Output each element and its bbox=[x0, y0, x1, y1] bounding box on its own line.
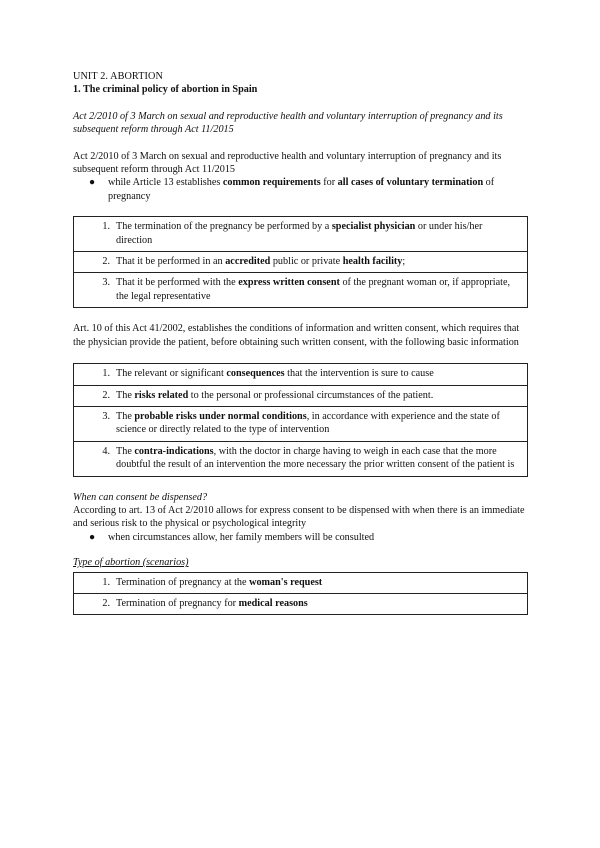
bullet-icon: ● bbox=[89, 531, 96, 543]
requirements-table bbox=[73, 216, 528, 308]
type-heading: Type of abortion (scenarios) bbox=[73, 557, 189, 569]
table-row: 1. The relevant or significant consequences that the intervention is sure to cause bbox=[74, 364, 528, 385]
plain-intro: Act 2/2010 of 3 March on sexual and reproductive health and voluntary interruption of pregnancy and its subsequent reform through Act 11/2015 bbox=[73, 150, 502, 176]
table-row: 2. That it be performed in an accredited public or private health facility; bbox=[74, 252, 528, 273]
bullet-icon: ● bbox=[89, 177, 96, 189]
italic-intro: Act 2/2010 of 3 March on sexual and reproductive health and voluntary interruption of pregnancy and its subsequent reform through Act 11/2015 bbox=[73, 110, 503, 136]
document-page bbox=[73, 70, 528, 615]
art10-paragraph: Art. 10 of this Act 41/2002, establishes the conditions of information and written consent, which requires that the physician provide the patient, before obtaining such written consent, with the following basic information bbox=[73, 323, 520, 348]
types-table bbox=[73, 572, 528, 616]
bullet-article-13 bbox=[73, 176, 528, 203]
information-table bbox=[73, 363, 528, 476]
bullet-text: while Article 13 establishes common requirements for all cases of voluntary termination of pregnancy bbox=[108, 177, 495, 202]
section-heading: 1. The criminal policy of abortion in Spain bbox=[73, 84, 258, 96]
consent-question: When can consent be dispensed? bbox=[73, 491, 208, 503]
table-row: 2. Termination of pregnancy for medical reasons bbox=[74, 593, 528, 614]
bullet-family bbox=[73, 531, 528, 544]
table-row: 3. That it be performed with the express written consent of the pregnant woman or, if appropriate, the legal representative bbox=[74, 273, 528, 308]
consent-text: According to art. 13 of Act 2/2010 allows for express consent to be dispensed with when there is an immediate and serious risk to the physical or psychological integrity bbox=[73, 504, 525, 530]
unit-title: UNIT 2. ABORTION bbox=[73, 71, 163, 82]
table-row: 3. The probable risks under normal conditions, in accordance with experience and the state of science or directly related to the type of intervention bbox=[74, 406, 528, 441]
table-row: 2. The risks related to the personal or professional circumstances of the patient. bbox=[74, 385, 528, 406]
bullet-text: when circumstances allow, her family members will be consulted bbox=[108, 531, 375, 543]
table-row: 1. The termination of the pregnancy be performed by a specialist physician or under his/her direction bbox=[74, 217, 528, 252]
table-row: 1. Termination of pregnancy at the woman's request bbox=[74, 572, 528, 593]
table-row: 4. The contra-indications, with the doctor in charge having to weigh in each case that the more doubtful the result of an intervention the more necessary the prior written consent of the patient is bbox=[74, 441, 528, 476]
